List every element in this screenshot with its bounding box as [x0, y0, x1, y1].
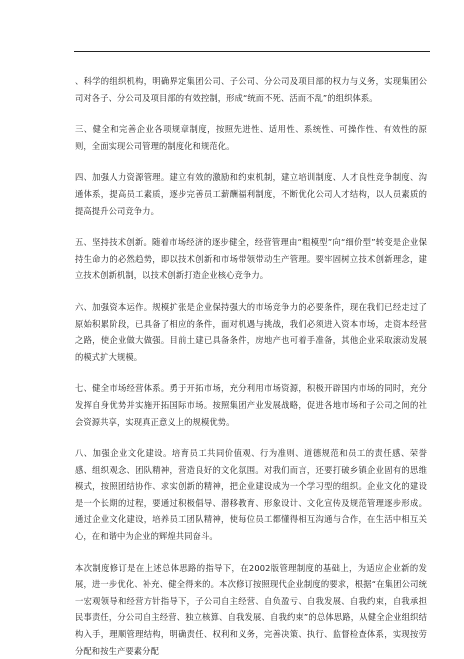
document-body	[75, 73, 427, 659]
paragraph-tech-innovation: 五、坚持技术创新。随着市场经济的逐步健全，经营管理由“粗模型”向“细价型”转变是企业保持生命力的必然趋势，即以技术创新和市场带领带动生产管理。要牢固树立技术创新理念，建立技术创新机制，以技术创新打造企业核心竞争力。	[75, 237, 427, 281]
header-rule	[74, 51, 430, 52]
paragraph-rules-system: 三、健全和完善企业各项规章制度，按照先进性、适用性、系统性、可操作性、有效性的原则，全面实现公司管理的制度化和规范化。	[75, 124, 427, 151]
paragraph-corporate-culture: 八、加强企业文化建设。培育员工共同价值观、行为准则、道德规范和员工的责任感、荣誉感、组织观念、团队精神，营造良好的文化氛围。对我们而言，还要打破乡镇企业固有的思维模式，按照团结协作、求实创新的精神，把企业建设成为一个学习型的组织。企业文化的建设是一个长期的过程，要通过积极倡导、潜移教育、形象设计、文化宣传及规范管理逐步形成。通过企业文化建设，培养员工团队精神，使每位员工都懂得相互沟通与合作，在生活中相互关心，在和谐中为企业的辉煌共同奋斗。	[75, 448, 427, 542]
paragraph-capital-operation: 六、加强资本运作。规模扩张是企业保持强大的市场竞争力的必要条件，现在我们已经走过了原始积累阶段，已具备了相应的条件，面对机遇与挑战，我们必须进入资本市场，走资本经营之路，使企业做大做强。目前土建已具备条件，房地产也可着手准备，其他企业采取滚动发展的模式扩大规模。	[75, 301, 427, 362]
paragraph-revision-note: 本次制度修订是在上述总体思路的指导下，在2002版管理制度的基础上，为适应企业新的发展，进一步优化、补充、健全得来的。本次修订按照现代企业制度的要求，根据“在集团公司统一宏观领导和经营方针指导下，子公司自主经营、自负盈亏、自我发展、自我约束，自我承担民事责任，分公司自主经营、独立核算、自我发展、自我约束”的总体思路，从健全企业组织结构入手，理顺管理结构，明确责任、权利和义务，完善决策、执行、监督检查体系，实现按劳分配和按生产要素分配	[75, 562, 427, 656]
paragraph-market-system: 七、健全市场经营体系。勇于开拓市场，充分利用市场资源，积极开辟国内市场的同时，充分发挥自身优势并实施开拓国际市场。按照集团产业发展战略，促进各地市场和子公司之间的社会资源共享，实现真正意义上的规模优势。	[75, 383, 427, 427]
paragraph-hr-management: 四、加强人力资源管理。建立有效的激励和约束机制，建立培训制度、人才良性竞争制度、沟通体系，提高员工素质，逐步完善员工薪酬福利制度，不断优化公司人才结构，以人员素质的提高提升公司竞争力。	[75, 172, 427, 216]
paragraph-org-structure: 、科学的组织机构，明确界定集团公司、子公司、分公司及项目部的权力与义务，实现集团公司对各子、分公司及项目部的有效控制，形成“统而不死、活而不乱”的组织体系。	[75, 76, 427, 103]
